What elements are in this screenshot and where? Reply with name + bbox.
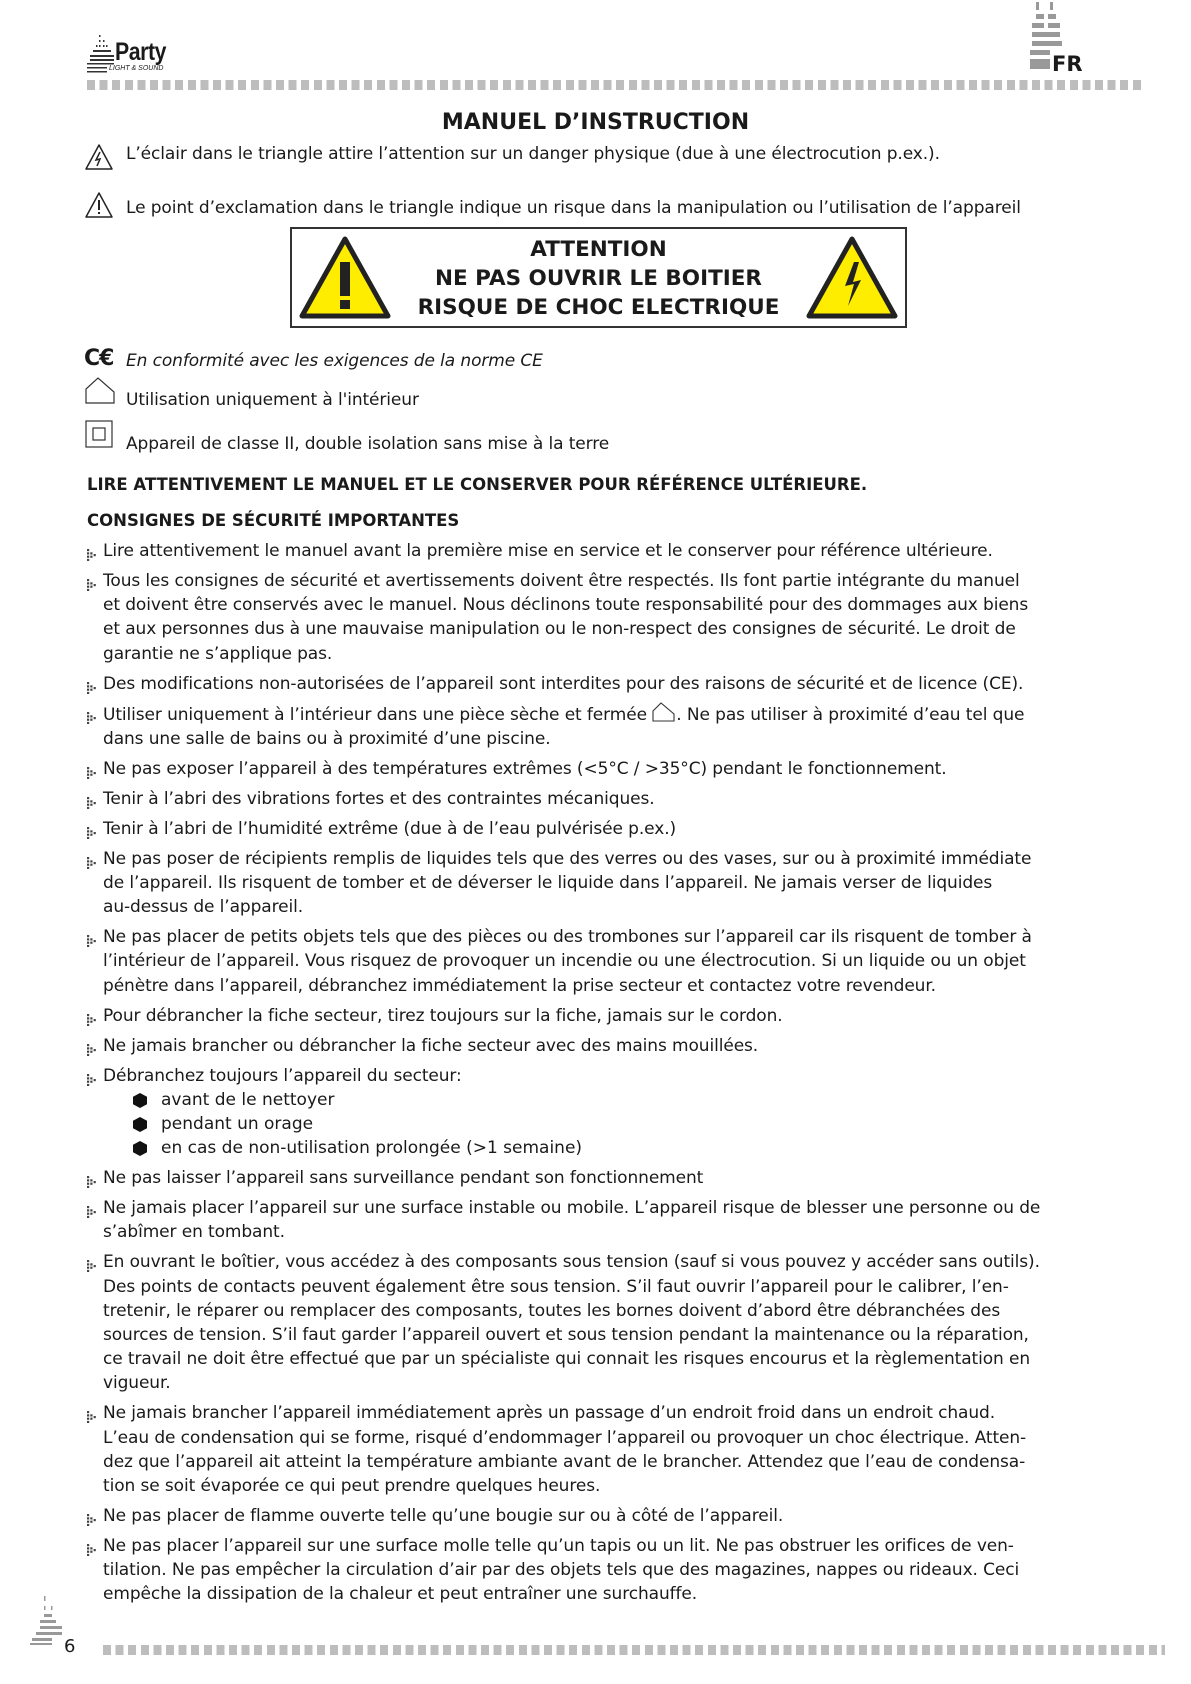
- list-item-line: [103, 1426, 1147, 1450]
- hexagon-bullet-icon: [133, 1093, 147, 1108]
- list-item-text: Ne pas laisser l’appareil sans surveillance pendant son fonctionnement: [103, 1168, 704, 1189]
- indoor-text: Utilisation uniquement à l'intérieur: [126, 390, 419, 410]
- safety-instructions-list: [87, 539, 1147, 1612]
- bullet-icon: [87, 1173, 96, 1185]
- list-item-line: [103, 1299, 1147, 1323]
- list-item-line: [103, 539, 1147, 563]
- list-item-text: empêche la dissipation de la chaleur et peut entraîner une surchauffe.: [103, 1584, 698, 1605]
- bullet-icon: [87, 679, 96, 691]
- list-item-line: Utiliser uniquement à l’intérieur dans une pièce sèche et fermée . Ne pas utiliser à proximité d’eau tel que: [103, 704, 1025, 725]
- list-item-text: Ne pas poser de récipients remplis de liquides tels que des verres ou des vases, sur ou à proximité immédiate: [103, 848, 1032, 869]
- list-item-line: [103, 1347, 1147, 1371]
- list-item-line: [103, 817, 1147, 841]
- lightning-warning-icon: [804, 234, 900, 322]
- ce-text: En conformité avec les exigences de la norme CE: [126, 351, 543, 371]
- sub-list-item-text: pendant un orage: [161, 1114, 314, 1135]
- bullet-icon: [87, 854, 96, 866]
- list-item-text: Ne jamais placer l’appareil sur une surface instable ou mobile. L’appareil risque de blesser une personne ou de: [103, 1198, 1041, 1219]
- list-item-text: Ne pas placer l’appareil sur une surface molle telle qu’un tapis ou un lit. Ne pas obstruer les orifices de ven-: [103, 1536, 1014, 1557]
- list-item: [87, 569, 1147, 666]
- list-item-line: [103, 925, 1147, 949]
- list-item-line: [103, 974, 1147, 998]
- list-item-line: [103, 569, 1147, 593]
- list-item-text: Débranchez toujours l’appareil du secteur:: [103, 1065, 462, 1086]
- bullet-icon: [87, 764, 96, 776]
- list-item-text: l’intérieur de l’appareil. Vous risquez de provoquer un incendie ou une électrocution. Si un liquide ou un objet: [103, 951, 1026, 972]
- list-item-line: [103, 1504, 1147, 1528]
- list-item-line: [103, 1064, 1147, 1088]
- list-item-text: pénètre dans l’appareil, débranchez immédiatement la prise secteur et contactez votre revendeur.: [103, 975, 936, 996]
- list-item-line: [103, 1250, 1147, 1274]
- house-icon: [647, 705, 676, 725]
- warning-line-2: NE PAS OUVRIR LE BOITIER: [435, 266, 762, 291]
- bullet-icon: [87, 824, 96, 836]
- list-item-text: dans une salle de bains ou à proximité d’une piscine.: [103, 728, 551, 749]
- language-label: FR: [1052, 52, 1083, 76]
- list-item-line: [103, 757, 1147, 781]
- sub-list-item: [103, 1088, 1147, 1112]
- symbol-text-exclamation: Le point d’exclamation dans le triangle indique un risque dans la manipulation ou l’utilisation de l’appareil: [126, 198, 1021, 218]
- bullet-icon: [87, 794, 96, 806]
- list-item: [87, 702, 1147, 751]
- list-item-text: tilation. Ne pas empêcher la circulation d’air par des objets tels que des magazines, nappes ou rideaux. Ceci: [103, 1560, 1020, 1581]
- sub-list-item: [103, 1112, 1147, 1136]
- brand-logo: [87, 35, 197, 77]
- list-item-line: [103, 617, 1147, 641]
- list-item-text: Tous les consignes de sécurité et avertissements doivent être respectés. Ils font partie intégrante du manuel: [103, 571, 1020, 591]
- warning-line-3: RISQUE DE CHOC ELECTRIQUE: [417, 295, 780, 320]
- list-item: [87, 1534, 1147, 1607]
- list-item-line: [103, 787, 1147, 811]
- lightning-triangle-icon: [84, 143, 114, 171]
- header-divider: [87, 80, 1145, 90]
- list-item-line: [103, 593, 1147, 617]
- list-item-line: [103, 847, 1147, 871]
- list-item-line: [103, 672, 1147, 696]
- bullet-icon: [87, 1541, 96, 1553]
- list-item-text: En ouvrant le boîtier, vous accédez à des composants sous tension (sauf si vous pouvez y accéder sans outils).: [103, 1252, 1040, 1273]
- hexagon-bullet-icon: [133, 1117, 147, 1132]
- list-item-text: et doivent être conservés avec le manuel. Nous déclinons toute responsabilité pour des dommages aux biens: [103, 595, 1029, 616]
- list-item-text: Ne pas utiliser à proximité d’eau tel que: [686, 704, 1025, 725]
- sub-list-item: [103, 1136, 1147, 1160]
- symbol-text-lightning: L’éclair dans le triangle attire l’attention sur un danger physique (due à une électrocution p.ex.).: [126, 144, 940, 164]
- list-item: [87, 1401, 1147, 1498]
- list-item-text: Des points de contacts peuvent également être sous tension. S’il faut ouvrir l’appareil pour le calibrer, l’en-: [103, 1276, 1009, 1297]
- list-item-text: ce travail ne doit être effectué que par un spécialiste qui connait les risques encourus et la règlementation en: [103, 1349, 1031, 1370]
- exclamation-triangle-icon: [84, 191, 114, 219]
- list-item-text: Lire attentivement le manuel avant la première mise en service et le conserver pour référence ultérieure.: [103, 541, 993, 561]
- brand-tagline: LIGHT & SOUND: [109, 65, 164, 72]
- list-item-text: Ne pas exposer l’appareil à des températures extrêmes (<5°C / >35°C) pendant le fonctionnement.: [103, 758, 947, 779]
- list-item-text: au-dessus de l’appareil.: [103, 897, 304, 918]
- list-item-line: [103, 1196, 1147, 1220]
- list-item: [87, 817, 1147, 841]
- list-item: [87, 847, 1147, 920]
- footer-divider: [103, 1645, 1165, 1655]
- list-item-line: [103, 1275, 1147, 1299]
- list-item: [87, 1250, 1147, 1395]
- list-item-text: sources de tension. S’il faut garder l’appareil ouvert et sous tension pendant la maintenance ou la réparation,: [103, 1325, 1029, 1346]
- list-item-text: Ne jamais brancher l’appareil immédiatement après un passage d’un endroit froid dans un endroit chaud.: [103, 1403, 996, 1424]
- list-item-text: de l’appareil. Ils risquent de tomber et de déverser le liquide dans l’appareil. Ne jamais verser de liquides: [103, 873, 993, 894]
- section-heading: CONSIGNES DE SÉCURITÉ IMPORTANTES: [87, 511, 460, 530]
- list-item: [87, 1504, 1147, 1528]
- list-item-text: vigueur.: [103, 1373, 171, 1394]
- list-item: [87, 1034, 1147, 1058]
- list-item: [87, 787, 1147, 811]
- list-item-line: [103, 1582, 1147, 1606]
- page-number: 6: [64, 1636, 76, 1657]
- list-item-text: Ne jamais brancher ou débrancher la fiche secteur avec des mains mouillées.: [103, 1035, 759, 1056]
- list-item-text: Tenir à l’abri de l’humidité extrême (due à de l’eau pulvérisée p.ex.): [103, 818, 677, 839]
- list-item-line: [103, 1371, 1147, 1395]
- list-item-line: [103, 1166, 1147, 1190]
- list-item-text: tion se soit évaporée ce qui peut prendre quelques heures.: [103, 1476, 601, 1497]
- list-item-line: [103, 1450, 1147, 1474]
- list-item-line: [103, 727, 1147, 751]
- bullet-icon: [87, 1257, 96, 1269]
- list-item-line: [103, 1220, 1147, 1244]
- list-item-line: [103, 871, 1147, 895]
- bullet-icon: [87, 1408, 96, 1420]
- list-item: [87, 925, 1147, 998]
- list-item-text: Utiliser uniquement à l’intérieur dans une pièce sèche et fermée: [103, 704, 647, 725]
- list-item-line: [103, 1004, 1147, 1028]
- list-item-text: Des modifications non-autorisées de l’appareil sont interdites pour des raisons de sécurité et de licence (CE).: [103, 673, 1024, 694]
- list-item-line: [103, 642, 1147, 666]
- list-item: [87, 757, 1147, 781]
- read-manual-notice: LIRE ATTENTIVEMENT LE MANUEL ET LE CONSERVER POUR RÉFÉRENCE ULTÉRIEURE.: [87, 475, 868, 494]
- list-item-text: Ne pas placer de flamme ouverte telle qu’une bougie sur ou à côté de l’appareil.: [103, 1506, 784, 1527]
- class-ii-icon: [85, 420, 113, 448]
- class-ii-text: Appareil de classe II, double isolation sans mise à la terre: [126, 434, 610, 454]
- bullet-icon: [87, 1011, 96, 1023]
- list-item-line: [103, 1558, 1147, 1582]
- list-item-text: Tenir à l’abri des vibrations fortes et des contraintes mécaniques.: [103, 788, 655, 809]
- bullet-icon: [87, 709, 96, 721]
- list-item: [87, 539, 1147, 563]
- bullet-icon: [87, 1071, 96, 1083]
- list-item: [87, 1166, 1147, 1190]
- list-item: [87, 672, 1147, 696]
- list-item: [87, 1196, 1147, 1244]
- hexagon-bullet-icon: [133, 1141, 147, 1156]
- list-item-line: [103, 1323, 1147, 1347]
- list-item-line: [103, 1534, 1147, 1558]
- bullet-icon: [87, 546, 96, 558]
- list-item-text: Ne pas placer de petits objets tels que des pièces ou des trombones sur l’appareil car ils risquent de tomber à: [103, 927, 1032, 948]
- sub-list-item-text: en cas de non-utilisation prolongée (>1 semaine): [161, 1138, 583, 1159]
- list-item-line: [103, 1034, 1147, 1058]
- list-item: [87, 1064, 1147, 1161]
- warning-line-1: ATTENTION: [530, 237, 667, 262]
- list-item-line: [103, 1474, 1147, 1498]
- bullet-icon: [87, 1203, 96, 1215]
- list-item-line: [103, 895, 1147, 919]
- page-title: MANUEL D’INSTRUCTION: [441, 110, 750, 135]
- list-item-line: [103, 949, 1147, 973]
- list-item-line: [103, 1401, 1147, 1425]
- list-item-text: s’abîmer en tombant.: [103, 1222, 285, 1243]
- bullet-icon: [87, 932, 96, 944]
- bullet-icon: [87, 576, 96, 588]
- list-item: [87, 1004, 1147, 1028]
- list-item-text: et aux personnes dus à une mauvaise manipulation ou le non-respect des consignes de sécurité. Le droit de: [103, 619, 1016, 640]
- list-item-text: L’eau de condensation qui se forme, risqué d’endommager l’appareil ou provoquer un choc électrique. Atten-: [103, 1427, 1027, 1448]
- list-item-text: Pour débrancher la fiche secteur, tirez toujours sur la fiche, jamais sur le cordon.: [103, 1005, 783, 1026]
- list-item-text: tretenir, le réparer ou remplacer des composants, toutes les bornes doivent d’abord être débranchées des: [103, 1300, 1001, 1321]
- bullet-icon: [87, 1041, 96, 1053]
- list-item-text: dez que l’appareil ait atteint la température ambiante avant de le brancher. Attendez que l’eau de condensa-: [103, 1451, 1026, 1472]
- bullet-icon: [87, 1511, 96, 1523]
- warning-box: [290, 227, 907, 328]
- brand-name: Party: [115, 38, 167, 66]
- ce-mark-icon: C€: [84, 346, 114, 371]
- house-icon: [84, 376, 116, 404]
- list-item-text: garantie ne s’applique pas.: [103, 643, 333, 664]
- sub-list-item-text: avant de le nettoyer: [161, 1089, 335, 1110]
